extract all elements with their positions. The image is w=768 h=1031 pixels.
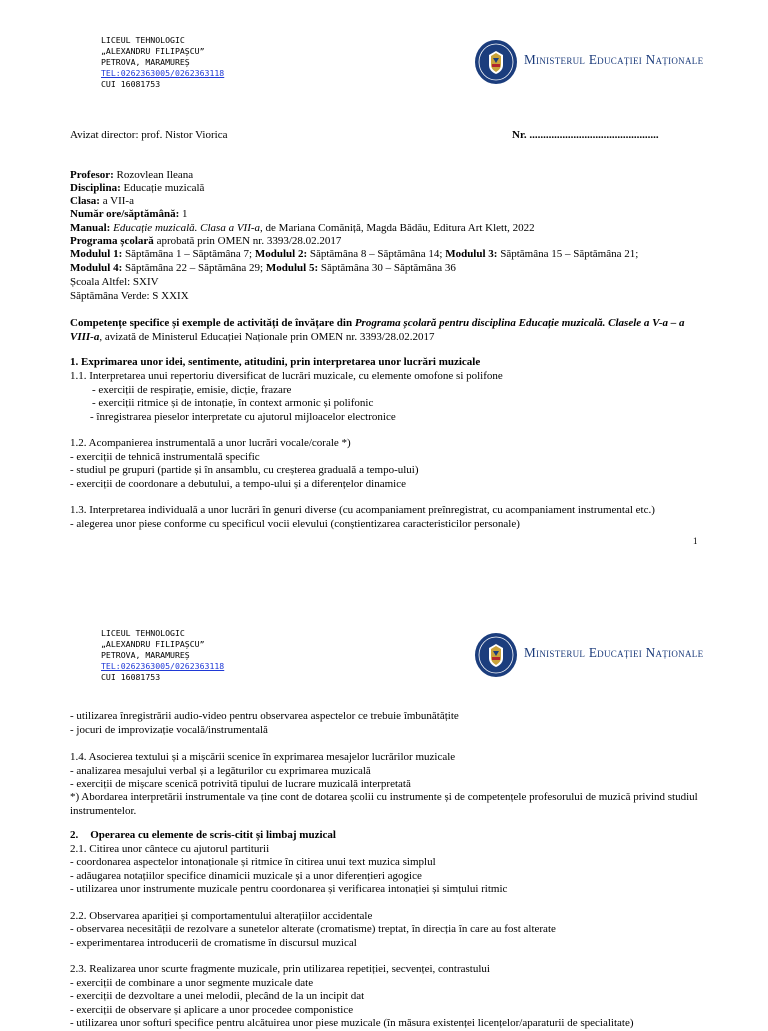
hours-line xyxy=(70,208,188,222)
manual-label: Manual: xyxy=(70,222,111,234)
class-value: a VII-a xyxy=(99,195,134,207)
school-header-block xyxy=(101,35,224,90)
page-number: 1 xyxy=(693,536,698,546)
modules-line-2 xyxy=(70,262,456,276)
government-seal-icon xyxy=(474,632,518,678)
list-item: - utilizarea unor softuri specifice pentru alcătuirea unor piese muzicale (în măsura existenței licențelor/aparaturii de specialitate) xyxy=(70,1017,634,1029)
list-item: - coordonarea aspectelor intonaționale și ritmice în citirea unui text muzica simplul xyxy=(70,856,436,868)
list-item: - exerciții de combinare a unor segmente muzicale date xyxy=(70,977,314,989)
school-name-line-1: LICEUL TEHNOLOGIC xyxy=(101,628,185,638)
modules-line-1 xyxy=(70,248,638,262)
program-label: Programa școlară xyxy=(70,235,154,247)
school-name-line-2: „ALEXANDRU FILIPAȘCU” xyxy=(101,639,205,649)
list-item: - exerciții ritmice și de intonație, în context armonic și polifonic xyxy=(92,397,374,409)
professor-label: Profesor: xyxy=(70,169,114,181)
competence-1-4: 1.4. Asocierea textului și a mișcării scenice în exprimarea mesajelor lucrărilor muzicale xyxy=(70,751,456,763)
competence-1-1: 1.1. Interpretarea unui repertoriu diversificat de lucrări muzicale, cu elemente omofone si polifone xyxy=(70,370,503,382)
ministry-name: Ministerul Educației Naționale xyxy=(524,52,704,67)
professor-name: Rozovlean Ileana xyxy=(113,169,194,181)
competente-approval: , avizată de Ministerul Educației Naționale prin OMEN nr. 3393/28.02.2017 xyxy=(99,330,435,343)
module-2-label: Modulul 2: xyxy=(254,248,308,260)
cui-line: CUI 16081753 xyxy=(101,672,161,682)
school-name-line-2: „ALEXANDRU FILIPAȘCU” xyxy=(101,46,205,56)
list-item: - adăugarea notațiilor specifice dinamicii muzicale și a unor diferențieri agogice xyxy=(70,870,422,882)
module-5-label: Modulul 5: xyxy=(265,262,319,274)
avizat-director: Avizat director: prof. Nistor Viorica xyxy=(70,129,228,141)
scoala-altfel: Școala Altfel: SXIV xyxy=(70,276,159,288)
list-item: - exerciții de tehnică instrumentală specific xyxy=(70,451,260,463)
ministry-name: Ministerul Educației Naționale xyxy=(524,645,704,660)
list-item: - înregistrarea pieselor interpretate cu ajutorul mijloacelor electronice xyxy=(90,411,396,423)
competente-heading: Competențe specifice și exemple de activități de învățare din xyxy=(70,317,355,329)
discipline-line xyxy=(70,182,204,196)
module-1-weeks: Săptămâna 1 – Săptămâna 7; xyxy=(122,248,255,260)
school-header-block xyxy=(101,628,224,683)
cui-line: CUI 16081753 xyxy=(101,79,161,89)
competence-2-3: 2.3. Realizarea unor scurte fragmente muzicale, prin utilizarea repetiției, secvenței, contrastului xyxy=(70,963,490,975)
phone-link[interactable]: TEL:0262363005/0262363118 xyxy=(101,661,225,671)
school-address-line: PETROVA, MARAMUREȘ xyxy=(101,57,190,67)
competente-intro xyxy=(70,317,706,344)
registration-number: Nr. ............................................... xyxy=(512,129,659,141)
list-item: - experimentarea introducerii de cromatisme în discursul muzical xyxy=(70,937,357,949)
manual-line xyxy=(70,222,535,236)
section-2-heading: Operarea cu elemente de scris-citit și limbaj muzical xyxy=(90,829,336,841)
module-5-weeks: Săptămâna 30 – Săptămâna 36 xyxy=(318,262,456,274)
school-address-line: PETROVA, MARAMUREȘ xyxy=(101,650,190,660)
hours-value: 1 xyxy=(179,208,188,220)
footnote: *) Abordarea interpretării instrumentale va ține cont de dotarea școlii cu instrumente și de competențele profesorului de muzică privind studiul instrumentelor. xyxy=(70,791,698,817)
module-4-weeks: Săptămâna 22 – Săptămâna 29; xyxy=(122,262,266,274)
module-1-label: Modulul 1: xyxy=(70,248,123,260)
competente-program-title: Programa școlară pentru disciplina Educație muzicală. Clasele a V-a – a VIII-a xyxy=(70,317,685,343)
list-item: - jocuri de improvizație vocală/instrumentală xyxy=(70,724,268,736)
competence-1-2: 1.2. Acompanierea instrumentală a unor lucrări vocale/corale *) xyxy=(70,437,351,449)
list-item: - exerciții de respirație, emisie, dicție, frazare xyxy=(92,384,292,396)
program-line xyxy=(70,235,341,249)
list-item: - utilizarea înregistrării audio-video pentru observarea aspectelor ce trebuie îmbunătățite xyxy=(70,710,459,722)
module-4-label: Modulul 4: xyxy=(70,262,123,274)
discipline-label: Disciplina: xyxy=(70,182,121,194)
list-item: - exerciții de dezvoltare a unei melodii, plecând de la un incipit dat xyxy=(70,990,365,1002)
section-2-title xyxy=(70,829,336,843)
list-item: - studiul pe grupuri (partide și în ansamblu, cu creșterea graduală a tempo-ului) xyxy=(70,464,419,476)
list-item: - analizarea mesajului verbal și a legăturilor cu exprimarea muzicală xyxy=(70,765,371,777)
section-2-number: 2. xyxy=(70,829,79,841)
ministry-logo xyxy=(474,632,734,678)
government-seal-icon xyxy=(474,39,518,85)
list-item: - alegerea unor piese conforme cu specificul vocii elevului (conștientizarea caracteristicilor personale) xyxy=(70,518,520,530)
competence-2-1: 2.1. Citirea unor cântece cu ajutorul partiturii xyxy=(70,843,270,855)
module-3-label: Modulul 3: xyxy=(445,248,498,260)
module-2-weeks: Săptămâna 8 – Săptămâna 14; xyxy=(307,248,446,260)
manual-details: , de Mariana Comăniță, Magda Bădău, Editura Art Klett, 2022 xyxy=(260,222,535,234)
professor-line xyxy=(70,169,193,183)
module-3-weeks: Săptămâna 15 – Săptămâna 21; xyxy=(497,248,639,260)
list-item: - exerciții de mișcare scenică potrivită tipului de lucrare muzicală interpretată xyxy=(70,778,411,790)
list-item: - exerciții de coordonare a debutului, a tempo-ului și a diferențelor dinamice xyxy=(70,478,406,490)
competence-1-3: 1.3. Interpretarea individuală a unor lucrări în genuri diverse (cu acompaniament preînregistrat, cu acompaniament instrumental etc.) xyxy=(70,504,655,516)
hours-label: Număr ore/săptămână: xyxy=(70,208,180,220)
school-name-line-1: LICEUL TEHNOLOGIC xyxy=(101,35,185,45)
manual-title: Educație muzicală. Clasa a VII-a xyxy=(110,222,261,234)
discipline-value: Educație muzicală xyxy=(120,182,205,194)
list-item: - observarea necesității de rezolvare a sunetelor alterate (cromatisme) treptat, în direcția în care au fost alterate xyxy=(70,923,556,935)
list-item: - utilizarea unor instrumente muzicale pentru coordonarea și verificarea intonației și simțului ritmic xyxy=(70,883,508,895)
class-label: Clasa: xyxy=(70,195,100,207)
phone-link[interactable]: TEL:0262363005/0262363118 xyxy=(101,68,225,78)
class-line xyxy=(70,195,134,209)
saptamana-verde: Săptămâna Verde: S XXIX xyxy=(70,290,189,302)
list-item: - exerciții de observare și aplicare a unor procedee componistice xyxy=(70,1004,354,1016)
section-1-title: 1. Exprimarea unor idei, sentimente, atitudini, prin interpretarea unor lucrări muzicale xyxy=(70,356,481,368)
ministry-logo xyxy=(474,39,734,85)
program-details: aprobată prin OMEN nr. 3393/28.02.2017 xyxy=(153,235,342,247)
competence-2-2: 2.2. Observarea apariției și comportamentului alterațiilor accidentale xyxy=(70,910,373,922)
